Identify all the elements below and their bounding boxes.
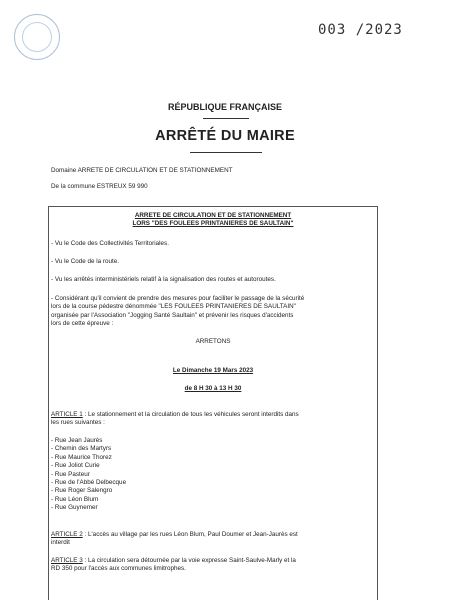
divider [203,118,249,119]
vu-line-3: - Vu les arrêtés interministériels relatif à la signalisation des routes et autoroutes. [51,276,276,283]
article-3-label: ARTICLE 3 [51,557,83,564]
decree-title [48,212,378,229]
document-number: 003 /2023 [318,22,403,38]
arretons-heading: ARRETONS [195,338,231,345]
stamp-inner-ring [22,22,52,52]
municipal-stamp [14,14,60,60]
list-item: - Rue Maurice Thorez [51,453,112,461]
article-1-text-cont: les rues suivantes : [51,419,105,427]
article-2-label: ARTICLE 2 [51,531,83,538]
event-hours: de 8 H 30 à 13 H 30 [184,385,242,392]
list-item: - Rue Guynemer [51,504,98,512]
article-3-text: : La circulation sera détournée par la voie expresse Saint-Saulve-Marly et la [82,557,296,564]
considerant-line: lors de la course pédestre dénommée "LES FOULEES PRINTANIERES DE SAULTAIN" [51,303,296,311]
considerant-line: lors de cette épreuve : [51,320,114,328]
list-item: - Rue Jean Jaurès [51,437,103,444]
event-date: Le Dimanche 19 Mars 2023 [172,367,254,374]
article-2-text: : L'accès au village par les rues Léon Blum, Paul Doumer et Jean-Jaurès est [82,531,298,538]
decree-title-line2: LORS "DES FOULEES PRINTANIERES DE SAULTAIN" [132,220,294,228]
considerant-line: - Considérant qu'il convient de prendre des mesures pour faciliter le passage de la sécurité [51,295,305,302]
considerant-paragraph [51,295,369,329]
list-item: - Rue Pasteur [51,470,90,478]
list-item: - Chemin des Martyrs [51,445,112,453]
street-list [51,437,369,513]
list-item: - Rue Joliot Curie [51,462,100,470]
commune-line: De la commune ESTREUX 59 990 [51,183,148,190]
republic-heading: RÉPUBLIQUE FRANÇAISE [167,102,282,112]
article-2 [51,531,369,548]
considerant-line: organisée par l'Association "Jogging Santé Saultain" et prévenir les risques d'accidents [51,311,294,319]
vu-line-1: - Vu le Code des Collectivités Territoriales. [51,240,169,247]
list-item: - Rue de l'Abbé Delbecque [51,479,127,487]
list-item: - Rue Léon Blum [51,495,99,503]
page-title: ARRÊTÉ DU MAIRE [155,128,295,144]
divider [190,152,262,153]
article-2-text-cont: interdit [51,539,70,547]
domain-line: Domaine ARRETE DE CIRCULATION ET DE STATIONNEMENT [51,167,233,174]
decree-title-line1: ARRETE DE CIRCULATION ET DE STATIONNEMENT [134,212,292,219]
list-item: - Rue Roger Salengro [51,487,113,495]
article-1 [51,411,369,428]
article-1-label: ARTICLE 1 [51,411,83,418]
article-3 [51,557,369,574]
article-3-text-cont: RD 350 pour l'accès aux communes limitrophes. [51,565,186,573]
vu-line-2: - Vu le Code de la route. [51,258,120,265]
article-1-text: : Le stationnement et la circulation de tous les véhicules seront interdits dans [82,411,299,418]
